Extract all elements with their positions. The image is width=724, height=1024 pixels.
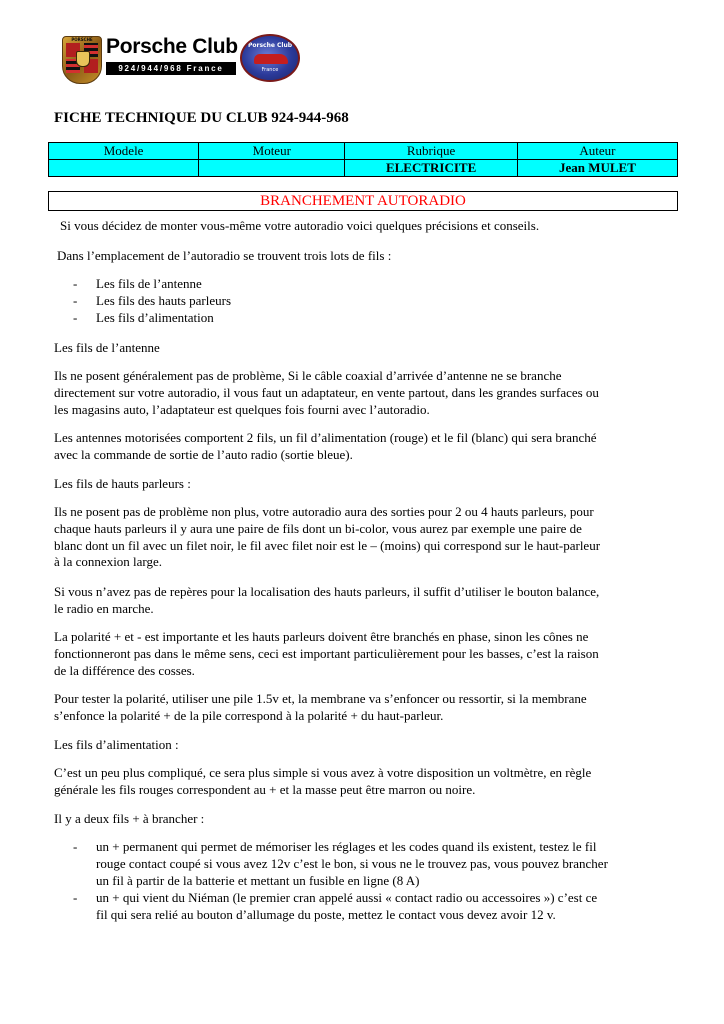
alim-list-item-2: un + qui vient du Niéman (le premier cran appelé aussi « contact radio ou accessoires ») c’est ce fil qui sera relié au bouton d’allumage du poste, mettez le contact vous devez avoir 12 v. [96, 890, 598, 922]
value-moteur [199, 160, 345, 177]
list-item: Les fils des hauts parleurs [96, 293, 232, 308]
alim-list-item-1: un + permanent qui permet de mémoriser les réglages et les codes quand ils existent, testez le fil rouge contact coupé si vous avez 12v c’est le bon, si vous ne le trouvez pas, vous pouvez brancher un fil à partir de la batterie et mettant un fusible en ligne (8 A) [96, 839, 608, 888]
hp-paragraph-2: Si vous n’avez pas de repères pour la localisation des hauts parleurs, il suffit d’utiliser le bouton balance, le radio en marche. [54, 584, 600, 616]
antenne-paragraph-1: Ils ne posent généralement pas de problème, Si le câble coaxial d’arrivée d’antenne ne se branche directement sur votre autoradio, il vous faut un adaptateur, en vente partout, dans les grandes surfaces ou les magasins auto, l’adaptateur est quelques fois fourni avec l’autoradio. [54, 368, 599, 417]
intro-text: Si vous décidez de monter vous-même votre autoradio voici quelques précisions et conseils. [60, 218, 540, 233]
club-name: Porsche Club [106, 35, 238, 58]
table-header-row [49, 143, 678, 160]
badge-title: Porsche Club [247, 42, 293, 49]
hp-paragraph-4: Pour tester la polarité, utiliser une pile 1.5v et, la membrane va s’enfoncer ou ressortir, si la membrane s’enfonce la polarité + de la pile correspond à la polarité + du haut-parleur. [54, 691, 587, 723]
list-bullet: - [73, 276, 78, 291]
list-bullet: - [73, 293, 78, 308]
alim-paragraph-2: Il y a deux fils + à brancher : [54, 811, 205, 826]
club-logo [62, 34, 302, 86]
list-bullet: - [73, 310, 78, 325]
table-value-row [49, 160, 678, 177]
alim-heading: Les fils d’alimentation : [54, 737, 179, 752]
list-item: Les fils de l’antenne [96, 276, 202, 291]
hp-paragraph-1: Ils ne posent pas de problème non plus, votre autoradio aura des sorties pour 2 ou 4 hauts parleurs, pour chaque hauts parleurs il y aura une paire de fils dont un bi-color, vous aurez par exemple une paire de blanc dont un fil avec un filet noir, le fil avec filet noir est le – (moins) qui correspond sur le haut-parleur à la connexion large. [54, 504, 601, 570]
value-rubrique: ELECTRICITE [345, 160, 517, 177]
badge-subtitle: France [261, 67, 279, 73]
lots-intro: Dans l’emplacement de l’autoradio se trouvent trois lots de fils : [57, 248, 392, 263]
header-rubrique: Rubrique [345, 143, 517, 160]
club-models: 924/944/968 France [106, 62, 236, 75]
page-title: FICHE TECHNIQUE DU CLUB 924-944-968 [54, 110, 349, 126]
hp-paragraph-3: La polarité + et - est importante et les hauts parleurs doivent être branchés en phase, sinon les cônes ne fonctionneront pas dans le même sens, ceci est important particulièrement pour les basses, c’est la raison de la différence des cosses. [54, 629, 599, 678]
header-moteur: Moteur [199, 143, 345, 160]
list-bullet: - [73, 839, 78, 854]
value-auteur: Jean MULET [517, 160, 677, 177]
hp-heading: Les fils de hauts parleurs : [54, 476, 191, 491]
section-title: BRANCHEMENT AUTORADIO [48, 191, 678, 211]
porsche-crest-icon [62, 36, 102, 84]
antenne-heading: Les fils de l’antenne [54, 340, 160, 355]
header-modele: Modele [49, 143, 199, 160]
list-bullet: - [73, 890, 78, 905]
value-modele [49, 160, 199, 177]
crest-text: PORSCHE [71, 37, 93, 42]
antenne-paragraph-2: Les antennes motorisées comportent 2 fils, un fil d’alimentation (rouge) et le fil (blanc) qui sera branché avec la commande de sortie de l’auto radio (sortie bleue). [54, 430, 597, 462]
alim-paragraph-1: C’est un peu plus compliqué, ce sera plus simple si vous avez à votre disposition un voltmètre, en règle générale les fils rouges correspondent au + et la masse peut être marron ou noire. [54, 765, 592, 797]
club-badge-icon [240, 34, 300, 82]
info-table [48, 142, 678, 177]
header-auteur: Auteur [517, 143, 677, 160]
list-item: Les fils d’alimentation [96, 310, 214, 325]
